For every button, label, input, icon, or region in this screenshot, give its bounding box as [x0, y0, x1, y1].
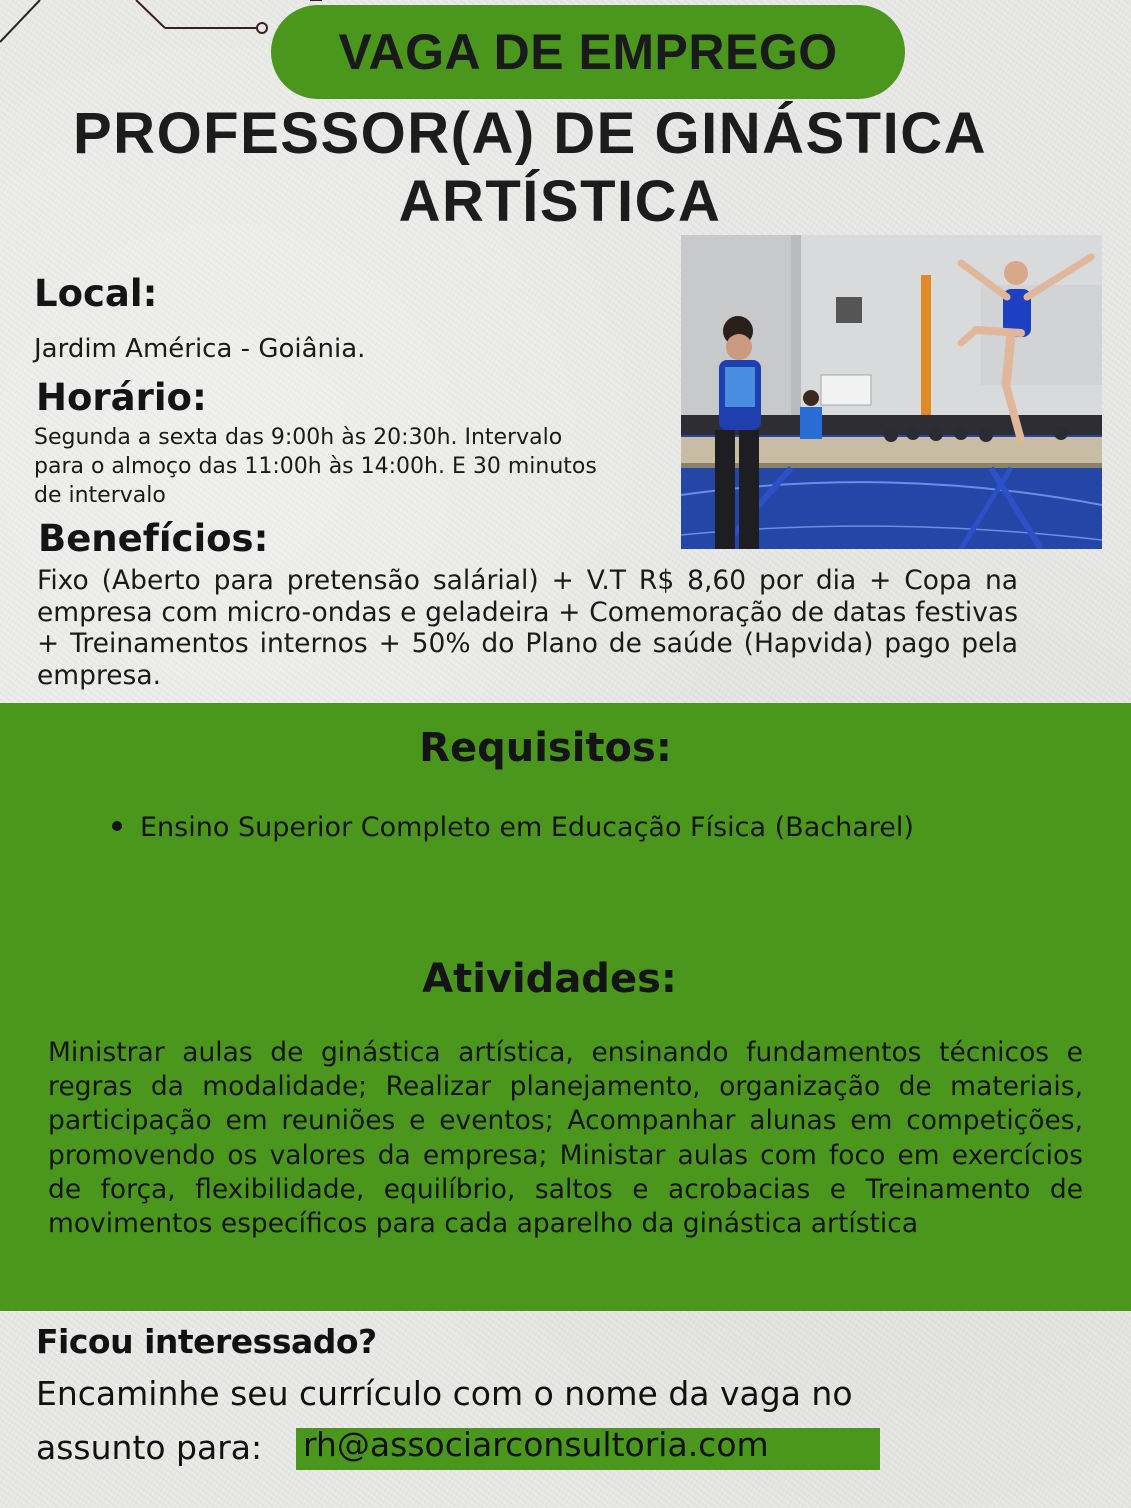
job-title-line2: ARTÍSTICA [398, 169, 722, 234]
requisitos-item [112, 812, 914, 843]
beneficios-heading: Benefícios: [38, 517, 269, 560]
contact-line2-prefix: assunto para: [36, 1428, 263, 1467]
contact-heading: Ficou interessado? [36, 1322, 377, 1361]
horario-heading: Horário: [36, 376, 207, 419]
horario-text [34, 423, 597, 510]
job-title [60, 100, 1000, 236]
horario-line3: de intervalo [34, 483, 166, 508]
beneficios-text: Fixo (Aberto para pretensão salárial) + V.T R$ 8,60 por dia + Copa na empresa com micro-ondas e geladeira + Comemoração de datas festivas + Treinamentos internos + 50% do Plano de saúde (Hapvida) pago pela empresa. [37, 565, 1018, 691]
job-badge [271, 5, 905, 99]
bullet-icon [112, 821, 122, 831]
atividades-heading: Atividades: [422, 956, 677, 1002]
job-title-line1: PROFESSOR(A) DE GINÁSTICA [73, 101, 987, 166]
horario-line2: para o almoço das 11:00h às 14:00h. E 30 minutos [34, 454, 597, 479]
gymnastics-photo [681, 235, 1102, 549]
local-text: Jardim América - Goiânia. [34, 334, 366, 364]
job-badge-label: VAGA DE EMPREGO [338, 24, 838, 80]
contact-email[interactable]: rh@associarconsultoria.com [303, 1425, 769, 1464]
requisitos-item-text: Ensino Superior Completo em Educação Física (Bacharel) [140, 812, 914, 843]
gymnastics-photo-illustration [681, 235, 1102, 549]
requisitos-heading: Requisitos: [419, 725, 672, 771]
contact-line1: Encaminhe seu currículo com o nome da vaga no [36, 1374, 853, 1413]
local-heading: Local: [34, 272, 158, 315]
atividades-text: Ministrar aulas de ginástica artística, ensinando fundamentos técnicos e regras da modalidade; Realizar planejamento, organização de materiais, participação em reuniões e eventos; Acompanhar alunas em competições, promovendo os valores da empresa; Ministar aulas com foco em exercícios de força, flexibilidade, equilíbrio, saltos e acrobacias e Treinamento de movimentos específicos para cada aparelho da ginástica artística [48, 1037, 1083, 1240]
horario-line1: Segunda a sexta das 9:00h às 20:30h. Intervalo [34, 425, 563, 450]
